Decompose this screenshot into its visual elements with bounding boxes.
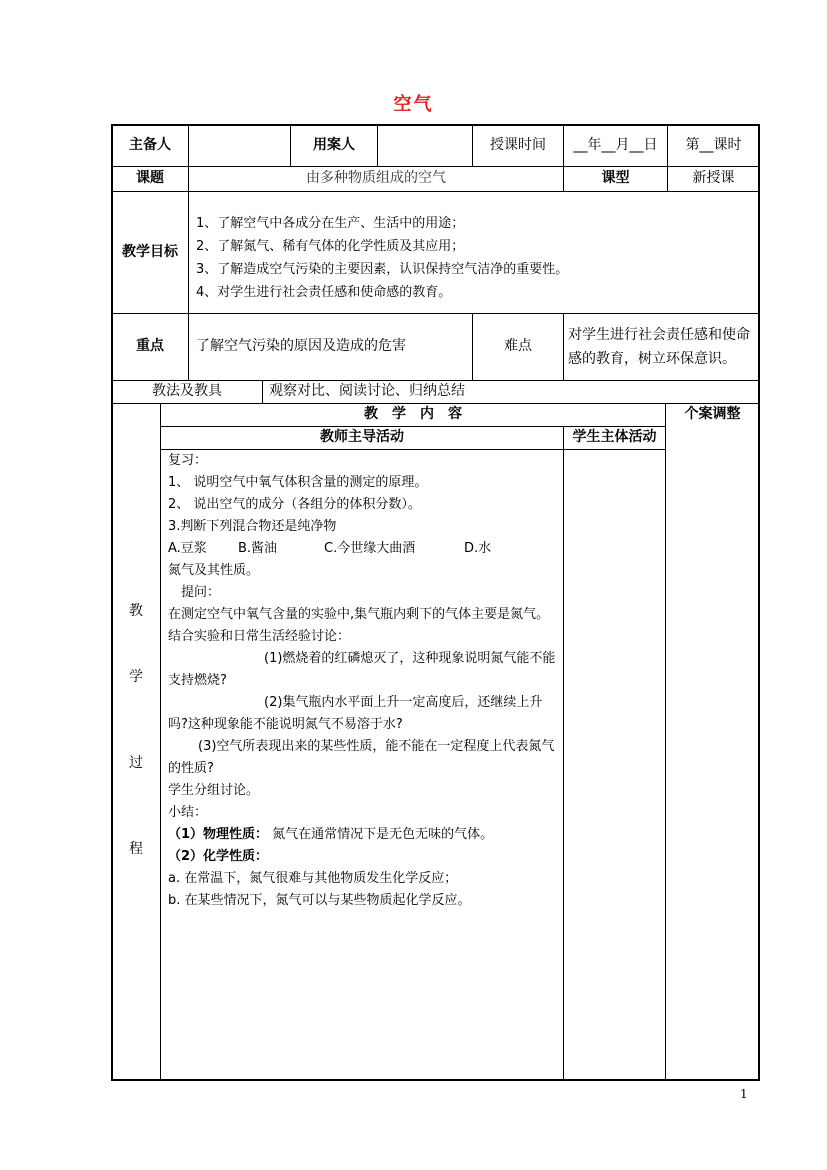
goal-item: 4、对学生进行社会责任感和使命感的教育。 — [196, 285, 452, 300]
lesson-number-field: 第__课时 — [685, 136, 742, 153]
review-question: 2、 说出空气的成分（各组分的体积分数）。 — [168, 497, 421, 512]
option-a: A.豆浆 — [168, 541, 207, 556]
topic-value: 由多种物质组成的空气 — [306, 170, 446, 187]
physical-label: （1）物理性质： — [168, 827, 269, 842]
physical-value: 氮气在通常情况下是无色无味的气体。 — [268, 827, 494, 842]
adjust-header: 个案调整 — [684, 406, 741, 423]
nitrogen-heading: 氮气及其性质。 — [168, 563, 260, 578]
keypoint-value: 了解空气污染的原因及造成的危害 — [196, 338, 406, 355]
methods-value: 观察对比、阅读讨论、归纳总结 — [269, 383, 465, 400]
content-header: 教 学 内 容 — [364, 406, 462, 423]
summary-heading: 小结： — [168, 805, 208, 820]
topic-label: 课题 — [136, 170, 164, 187]
difficulty-label: 难点 — [504, 338, 532, 355]
goal-item: 2、了解氮气、稀有气体的化学性质及其应用； — [196, 239, 465, 254]
group-discussion: 学生分组讨论。 — [168, 783, 260, 798]
review-heading: 复习： — [168, 453, 208, 468]
keypoint-label: 重点 — [136, 338, 164, 355]
teacher-activity-content — [168, 450, 560, 912]
teaching-time-label: 授课时间 — [490, 136, 546, 153]
review-question: 3.判断下列混合物还是纯净物 — [168, 519, 337, 534]
process-label-char: 学 — [129, 669, 143, 685]
experiment-text: 在测定空气中氧气含量的实验中,集气瓶内剩下的气体主要是氮气。结合实验和日常生活经验讨论： — [168, 607, 550, 644]
goals-label: 教学目标 — [122, 243, 178, 260]
option-d: D.水 — [464, 541, 492, 556]
options-row — [168, 538, 560, 560]
page-title: 空气 — [393, 94, 434, 115]
process-label-char: 程 — [129, 841, 143, 857]
process-label-char: 过 — [129, 755, 143, 771]
page-number: 1 — [740, 1087, 748, 1101]
lesson-type-value: 新授课 — [692, 170, 735, 187]
goal-item: 3、了解造成空气污染的主要因素，认识保持空气洁净的重要性。 — [196, 262, 569, 277]
process-label-char: 教 — [129, 603, 143, 619]
chemical-a: a. 在常温下，氮气很难与其他物质发生化学反应； — [168, 871, 458, 886]
difficulty-value: 对学生进行社会责任感和使命感的教育，树立环保意识。 — [568, 327, 750, 367]
zhubeiren-label: 主备人 — [129, 136, 171, 153]
physical-properties — [168, 824, 560, 846]
teacher-activity-header: 教师主导活动 — [320, 429, 404, 446]
zhubeiren-value — [189, 125, 290, 166]
review-question: 1、 说明空气中氧气体积含量的测定的原理。 — [168, 475, 428, 490]
chemical-properties — [168, 846, 560, 868]
student-activity-header: 学生主体活动 — [572, 429, 657, 446]
goal-item: 1、了解空气中各成分在生产、生活中的用途； — [196, 216, 465, 231]
goals-list — [196, 212, 568, 304]
chemical-label: （2）化学性质： — [168, 849, 269, 864]
yonganren-value — [378, 125, 472, 166]
yonganren-label: 用案人 — [313, 136, 355, 153]
methods-label: 教法及教具 — [152, 383, 222, 400]
discussion-2: (2)集气瓶内水平面上升一定高度后，还继续上升吗?这种现象能不能说明氮气不易溶于水? — [168, 695, 543, 732]
ask-heading: 提问： — [168, 585, 221, 600]
discussion-3: (3)空气所表现出来的某些性质，能不能在一定程度上代表氮气的性质? — [168, 739, 555, 776]
date-field: __年__月__日 — [573, 136, 658, 153]
discussion-1: (1)燃烧着的红磷熄灭了，这种现象说明氮气能不能支持燃烧? — [168, 651, 556, 688]
option-c: C.今世缘大曲酒 — [324, 541, 416, 556]
chemical-b: b. 在某些情况下，氮气可以与某些物质起化学反应。 — [168, 893, 471, 908]
option-b: B.酱油 — [238, 541, 278, 556]
lesson-type-label: 课型 — [601, 170, 630, 187]
